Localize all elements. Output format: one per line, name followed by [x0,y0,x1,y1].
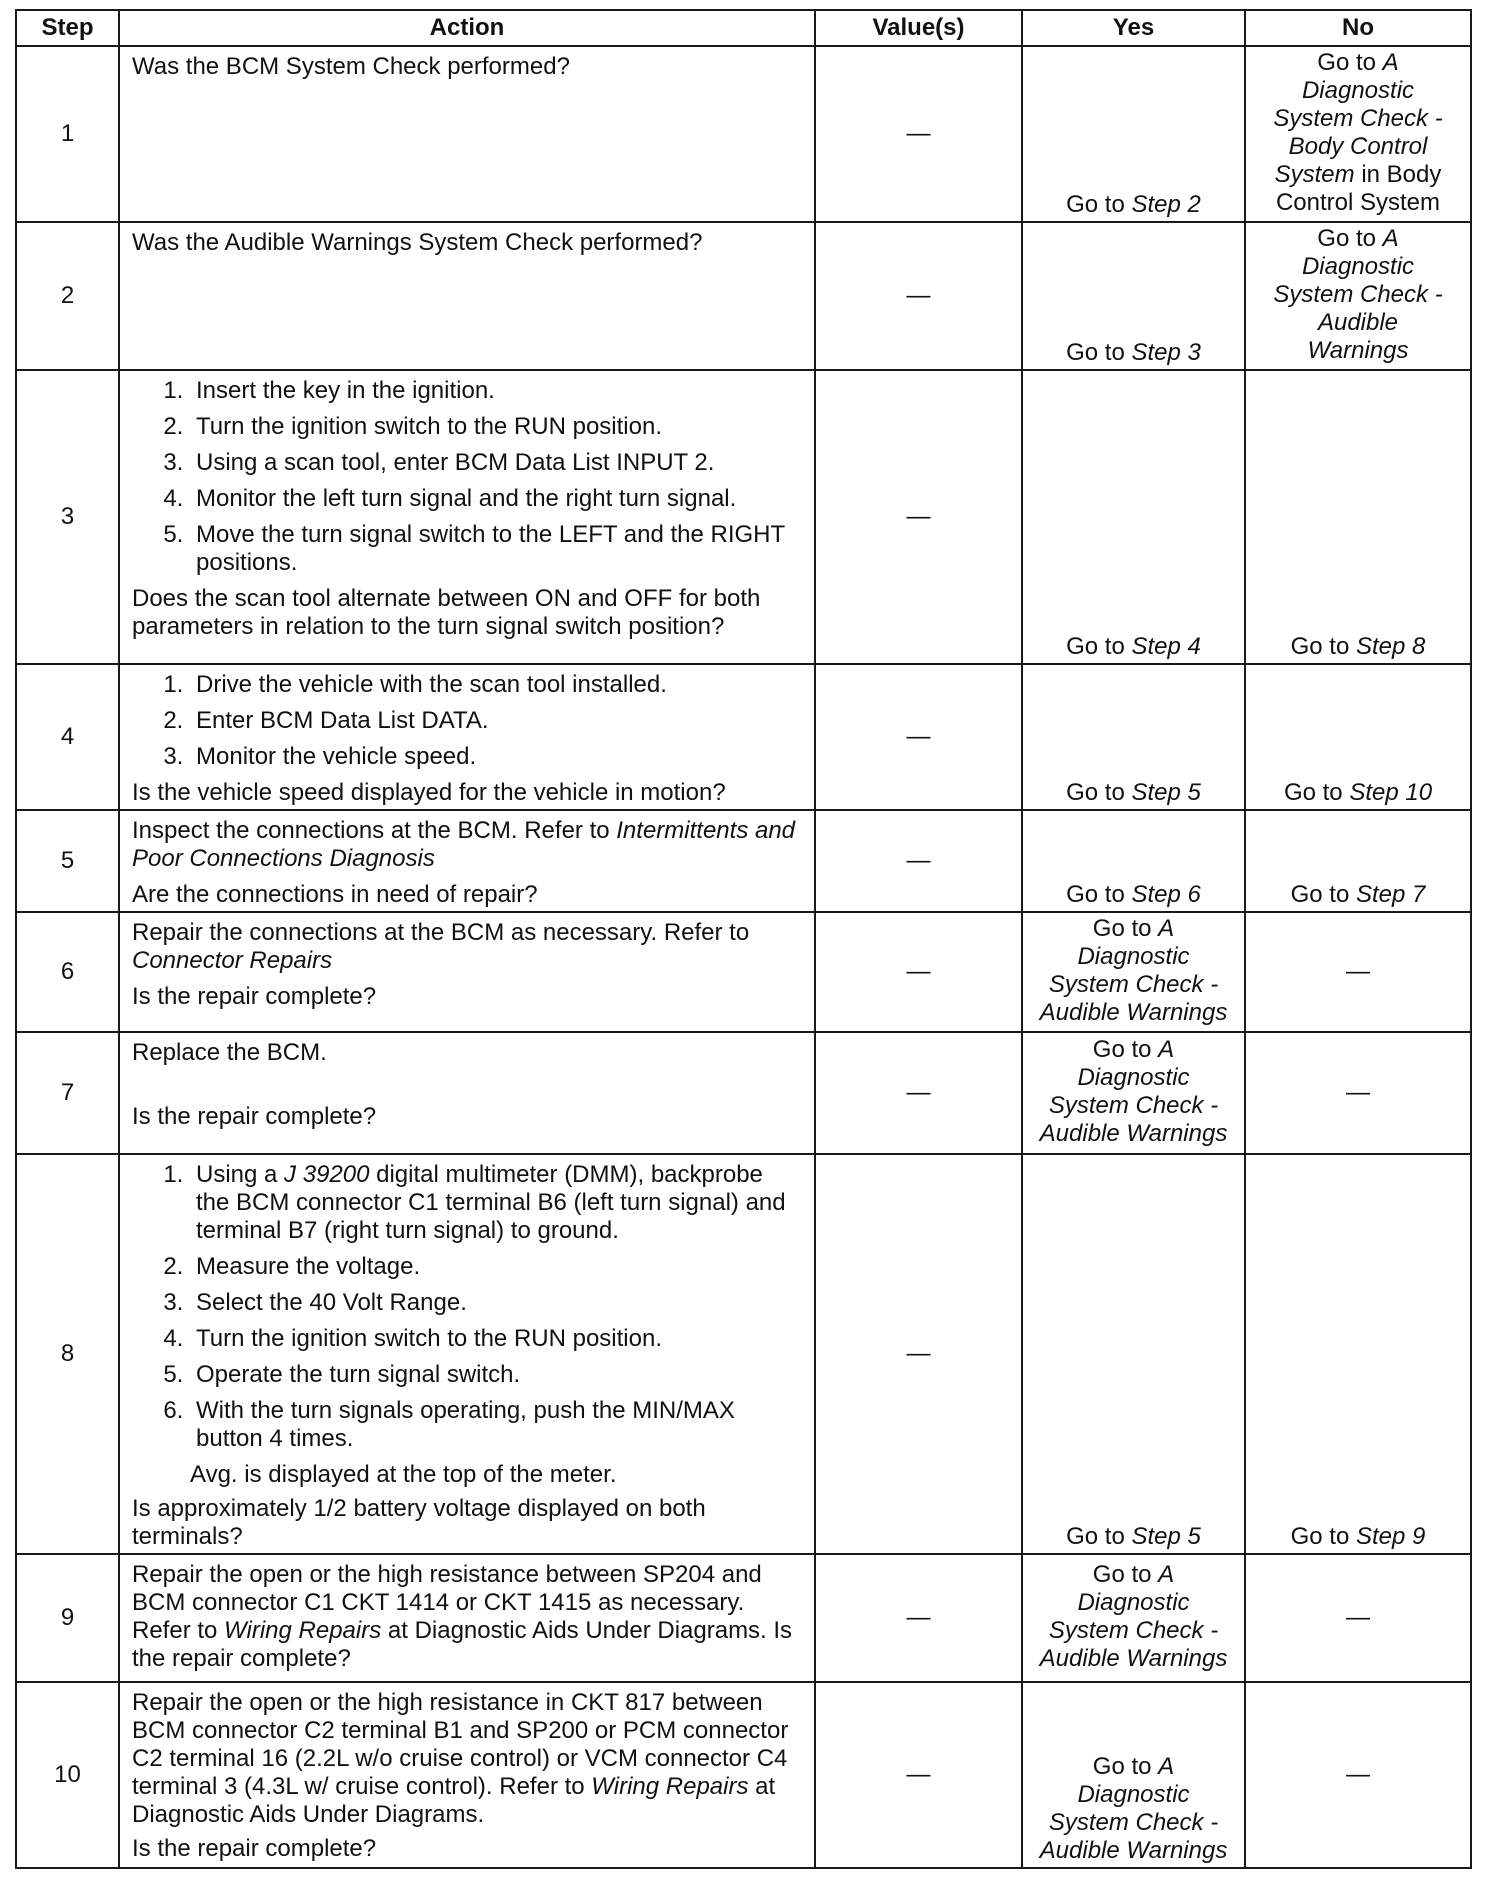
action-cell [119,1032,815,1154]
yes-a-label: A [1158,1561,1175,1588]
action-cell [119,912,815,1032]
reference-link[interactable]: Wiring Repairs [591,1773,749,1800]
yes-cell [1022,810,1245,912]
action-question: Are the connections in need of repair? [132,881,538,908]
no-cell [1245,1154,1471,1554]
value-cell: — [815,912,1022,1032]
yes-a-label: A [1158,1036,1175,1063]
goto-label: Go to [1092,1036,1152,1063]
goto-label: Go to [1317,49,1376,76]
value-cell: — [815,370,1022,664]
action-cell [119,664,815,810]
goto-label: Go to [1066,633,1125,660]
item-text: Using a [196,1161,278,1188]
action-question: Is approximately 1/2 battery voltage displayed on both terminals? [132,1495,706,1550]
yes-step-link[interactable]: Step 4 [1131,633,1201,660]
action-question: Was the BCM System Check performed? [132,53,570,80]
yes-link-diagnostic[interactable]: Diagnostic System Check - Audible Warnings [1039,1064,1228,1147]
table-row [16,370,1471,664]
tool-reference: J 39200 [284,1161,370,1188]
yes-link-diagnostic[interactable]: Diagnostic System Check - Audible Warnings [1039,1589,1228,1672]
header-values: Value(s) [815,10,1022,46]
list-item: 3. Select the 40 Volt Range. [190,1289,802,1317]
list-item: 3. Monitor the vehicle speed. [190,743,802,771]
list-item: 2. Turn the ignition switch to the RUN position. [190,413,802,441]
list-item: 1. Insert the key in the ignition. [190,377,802,405]
value-cell: — [815,1554,1022,1682]
no-a-label: A [1382,225,1399,252]
action-cell [119,1682,815,1868]
no-link-diagnostic[interactable]: Diagnostic System Check - Body Control System [1273,77,1443,188]
yes-cell [1022,664,1245,810]
step-number: 10 [16,1682,119,1868]
yes-link-diagnostic[interactable]: Diagnostic System Check - Audible Warnings [1039,1781,1228,1864]
no-cell [1245,810,1471,912]
no-step-link[interactable]: Step 9 [1355,1523,1426,1550]
header-yes: Yes [1022,10,1245,46]
table-row [16,222,1471,370]
action-text [132,817,802,873]
reference-link[interactable]: Intermittents and Poor Connections Diagnosis [132,817,796,872]
value-cell: — [815,222,1022,370]
yes-link-diagnostic[interactable]: Diagnostic System Check - Audible Warnings [1039,943,1228,1026]
goto-label: Go to [1283,779,1343,806]
yes-step-link[interactable]: Step 5 [1131,1523,1201,1550]
step-number: 4 [16,664,119,810]
step-number: 6 [16,912,119,1032]
yes-a-label: A [1158,915,1175,942]
value-cell: — [815,664,1022,810]
action-cell [119,810,815,912]
table-row [16,46,1471,222]
yes-cell [1022,46,1245,222]
action-question: Is the vehicle speed displayed for the vehicle in motion? [132,779,726,806]
goto-label: Go to [1290,1523,1350,1550]
no-a-label: A [1382,49,1399,76]
action-question: Is the repair complete? [132,1103,377,1130]
action-cell [119,46,815,222]
step-number: 7 [16,1032,119,1154]
action-cell [119,222,815,370]
action-tail: at Diagnostic Aids Under Diagrams. [132,1773,776,1828]
table-row [16,1682,1471,1868]
list-item: 1. Drive the vehicle with the scan tool installed. [190,671,802,699]
action-text [132,1561,802,1673]
action-instruction: Repair the open or the high resistance in CKT 817 between BCM connector C2 terminal B1 and SP200 or PCM connector C2 terminal 16 (2.2L w/o cruise control) or VCM connector C4 terminal 3 (4.3L w/ cruise control). Refer to [132,1689,789,1800]
action-instruction: Repair the connections at the BCM as necessary. Refer to [132,919,750,946]
goto-label: Go to [1066,1523,1125,1550]
list-item: 5. Operate the turn signal switch. [190,1361,802,1389]
action-cell [119,370,815,664]
table-row [16,1154,1471,1554]
action-steps [132,671,802,771]
list-item: 6. With the turn signals operating, push the MIN/MAX button 4 times. [190,1397,802,1453]
value-cell: — [815,1154,1022,1554]
action-question: Was the Audible Warnings System Check performed? [132,229,703,256]
header-step: Step [16,10,119,46]
value-cell: — [815,1032,1022,1154]
action-steps [132,1161,802,1453]
action-question: Does the scan tool alternate between ON and OFF for both parameters in relation to the turn signal switch position? [132,585,761,640]
action-cell [119,1154,815,1554]
list-item: 2. Enter BCM Data List DATA. [190,707,802,735]
value-cell: — [815,1682,1022,1868]
action-note: Avg. is displayed at the top of the meter. [190,1461,617,1488]
no-step-link[interactable]: Step 8 [1355,633,1426,660]
yes-cell [1022,1682,1245,1868]
goto-label: Go to [1066,339,1125,366]
goto-label: Go to [1066,191,1125,218]
item-text: digital multimeter (DMM), backprobe the BCM connector C1 terminal B6 (left turn signal) and terminal B7 (right turn signal) to ground. [196,1161,786,1244]
table-row [16,810,1471,912]
yes-cell [1022,1154,1245,1554]
yes-cell [1022,222,1245,370]
diagnostic-table-sheet [15,9,1470,1869]
goto-label: Go to [1092,1753,1152,1780]
no-step-link[interactable]: Step 10 [1349,779,1433,806]
goto-label: Go to [1317,225,1376,252]
table-row [16,912,1471,1032]
yes-a-label: A [1158,1753,1175,1780]
goto-label: Go to [1092,915,1152,942]
no-cell: — [1245,1032,1471,1154]
no-step-link[interactable]: Step 7 [1355,881,1426,908]
action-tail: at Diagnostic Aids Under Diagrams. Is the repair complete? [132,1617,793,1672]
no-cell [1245,222,1471,370]
action-question: Is the repair complete? [132,983,377,1010]
yes-step-link[interactable]: Step 2 [1131,191,1201,218]
action-instruction: Replace the BCM. [132,1039,327,1066]
yes-step-link[interactable]: Step 3 [1131,339,1201,366]
action-instruction: Inspect the connections at the BCM. Refer to [132,817,610,844]
no-cell: — [1245,1554,1471,1682]
action-text [132,919,802,975]
goto-label: Go to [1066,779,1125,806]
step-number: 9 [16,1554,119,1682]
action-question: Is the repair complete? [132,1835,377,1862]
in-label: in [1361,161,1380,188]
step-number: 5 [16,810,119,912]
step-number: 3 [16,370,119,664]
no-cell: Go to A Diagnostic System Check - Body Control System in Body Control System [1245,46,1471,222]
table-row [16,1554,1471,1682]
step-number: 8 [16,1154,119,1554]
action-text [132,1689,802,1829]
reference-link[interactable]: Connector Repairs [132,947,333,974]
list-item: 5. Move the turn signal switch to the LEFT and the RIGHT positions. [190,521,802,577]
goto-label: Go to [1290,633,1350,660]
header-row [16,10,1471,46]
yes-cell [1022,1554,1245,1682]
header-action: Action [119,10,815,46]
no-cell [1245,664,1471,810]
step-number: 1 [16,46,119,222]
yes-cell [1022,912,1245,1032]
value-cell: — [815,46,1022,222]
action-cell [119,1554,815,1682]
list-item: 2. Measure the voltage. [190,1253,802,1281]
no-link-diagnostic[interactable]: Diagnostic System Check - Audible Warnings [1273,253,1443,364]
goto-label: Go to [1290,881,1350,908]
action-steps [132,377,802,577]
diagnostic-table [15,9,1472,1869]
goto-label: Go to [1092,1561,1152,1588]
no-cell: — [1245,912,1471,1032]
no-cell: — [1245,1682,1471,1868]
list-item [190,1161,802,1245]
reference-link[interactable]: Wiring Repairs [224,1617,382,1644]
value-cell: — [815,810,1022,912]
yes-step-link[interactable]: Step 5 [1131,779,1201,806]
yes-cell [1022,370,1245,664]
header-no: No [1245,10,1471,46]
list-item: 3. Using a scan tool, enter BCM Data List INPUT 2. [190,449,802,477]
step-number: 2 [16,222,119,370]
action-instruction: Repair the open or the high resistance between SP204 and BCM connector C1 CKT 1414 or CKT 1415 as necessary. Refer to [132,1561,762,1644]
yes-cell [1022,1032,1245,1154]
yes-step-link[interactable]: Step 6 [1131,881,1201,908]
goto-label: Go to [1066,881,1125,908]
no-cell [1245,370,1471,664]
table-row [16,1032,1471,1154]
list-item: 4. Turn the ignition switch to the RUN position. [190,1325,802,1353]
table-row [16,664,1471,810]
list-item: 4. Monitor the left turn signal and the right turn signal. [190,485,802,513]
